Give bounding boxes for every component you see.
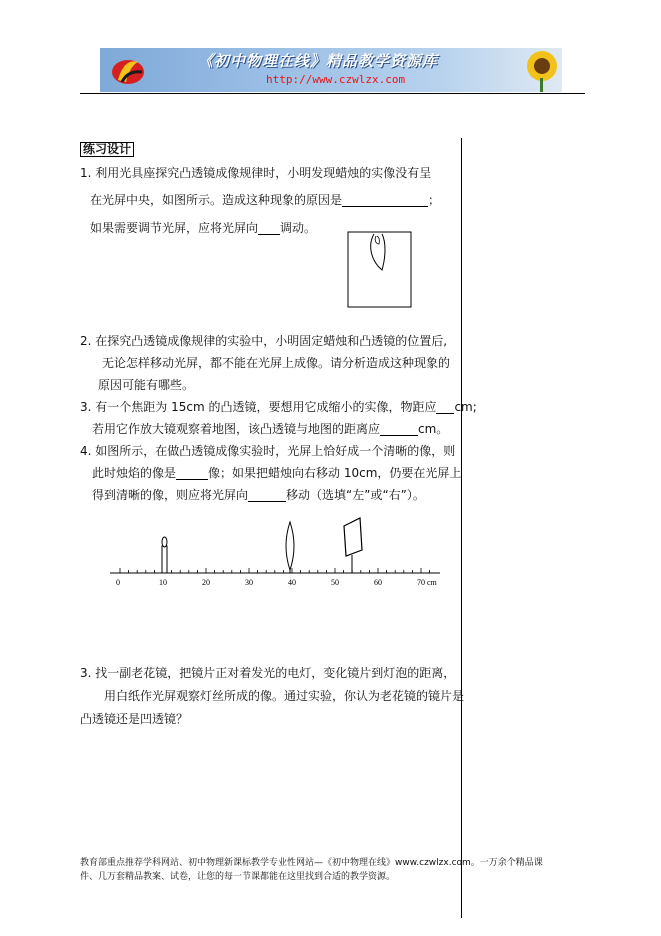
q4-line2b: 像；如果把蜡烛向右移动 10cm，仍要在光屏上 [208,466,462,480]
screen-figure [346,230,414,310]
header-banner [100,48,562,92]
q4-line2 [92,466,461,480]
q4-line3 [92,488,425,502]
footer-line1: 教育部重点推荐学科网站、初中物理新课标教学专业性网站—《初中物理在线》www.czwlzx.com。一万余个精品课 [80,858,543,868]
bench-tick-label: 10 [159,578,167,587]
header-url[interactable]: http://www.czwlzx.com [266,73,406,86]
section-title: 练习设计 [80,142,134,157]
header-rule [80,93,585,94]
bench-tick-label: 70 cm [417,578,437,587]
q1-blank-reason[interactable] [342,194,428,207]
q1-line2-text: 在光屏中央，如图所示。造成这种现象的原因是 [90,193,343,207]
q3-line1b: cm; [454,400,477,414]
optical-bench-figure [110,512,440,592]
header-title: 《初中物理在线》精品教学资源库 [198,52,439,70]
q3-line1 [80,400,477,414]
q1-line2-end: ； [428,193,441,207]
q1-line1: 1. 利用光具座探究凸透镜成像规律时，小明发现蜡烛的实像没有呈 [80,166,432,180]
sunflower-image [520,48,562,92]
q5-line1: 3. 找一副老花镜，把镜片正对着发光的电灯，变化镜片到灯泡的距离， [80,666,456,680]
q4-blank-image-type[interactable] [176,467,208,480]
q2-line1: 2. 在探究凸透镜成像规律的实验中，小明固定蜡烛和凸透镜的位置后, [80,334,448,348]
q3-line2a: 若用它作放大镜观察着地图，该凸透镜与地图的距离应 [92,422,381,436]
q4-line3a: 得到清晰的像，则应将光屏向 [92,488,249,502]
q4-blank-screen-direction[interactable] [248,489,286,502]
q4-line3b: 移动（选填“左”或“右”）。 [286,488,425,502]
q3-blank-object-distance[interactable] [436,401,454,414]
q4-line2a: 此时烛焰的像是 [92,466,177,480]
q1-line2 [90,193,440,207]
margin-rule [461,138,462,918]
q3-line2b: cm。 [418,422,449,436]
bench-tick-label: 0 [116,578,120,587]
q1-line3 [90,221,316,235]
q2-line3: 原因可能有哪些。 [98,378,195,392]
q2-line2: 无论怎样移动光屏，都不能在光屏上成像。请分析造成这种现象的 [102,356,451,370]
candle [162,537,167,573]
bench-tick-label: 60 [374,578,382,587]
q5-line3: 凸透镜还是凹透镜？ [80,712,189,726]
q3-blank-map-distance[interactable] [380,423,418,436]
convex-lens [286,522,294,573]
bench-tick-label: 40 [288,578,296,587]
bench-tick-label: 30 [245,578,253,587]
q5-line2: 用白纸作光屏观察灯丝所成的像。通过实验，你认为老花镜的镜片是 [104,689,465,703]
q3-line2 [92,422,448,436]
bench-tick-label: 50 [331,578,339,587]
q1-line3b: 调动。 [280,221,317,235]
footer-line2: 件、几万套精品教案、试卷，让您的每一节课都能在这里找到合适的教学资源。 [80,872,396,882]
light-screen-on-bench [344,518,362,573]
q3-line1a: 3. 有一个焦距为 15cm 的凸透镜，要想用它成缩小的实像，物距应 [80,400,437,414]
q4-line1: 4. 如图所示，在做凸透镜成像实验时，光屏上恰好成一个清晰的像，则 [80,444,456,458]
q1-blank-direction[interactable] [258,222,280,235]
site-logo [108,52,148,88]
bench-tick-label: 20 [202,578,210,587]
bench-tick-labels [116,578,438,587]
q1-line3a: 如果需要调节光屏，应将光屏向 [90,221,259,235]
